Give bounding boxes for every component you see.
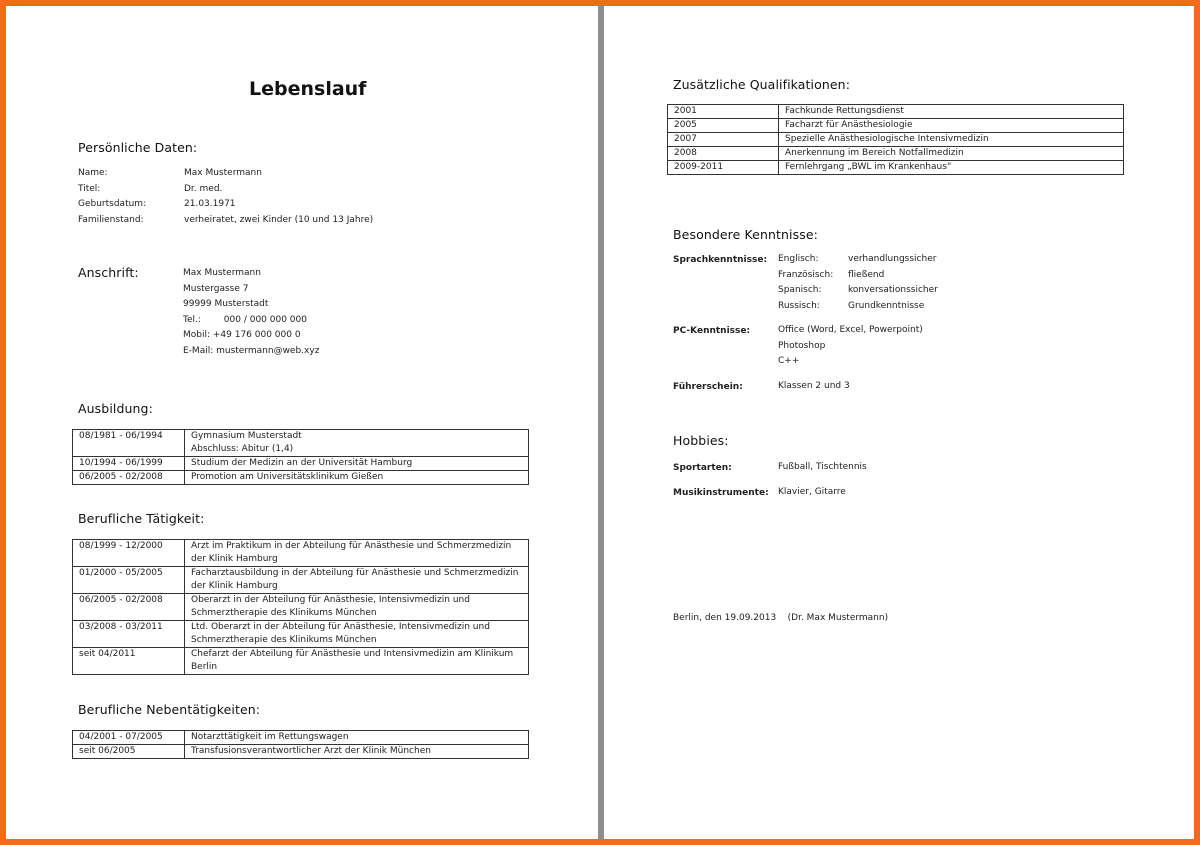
personal-value: verheiratet, zwei Kinder (10 und 13 Jahre)	[184, 214, 374, 225]
pc-skill-item: C++	[778, 356, 800, 366]
skills-heading: Besondere Kenntnisse:	[673, 227, 818, 242]
personal-value: Dr. med.	[184, 183, 223, 194]
music-label: Musikinstrumente:	[673, 488, 769, 498]
personal-row-name	[78, 166, 373, 182]
sports-label: Sportarten:	[673, 463, 732, 473]
personal-label: Name:	[78, 168, 108, 178]
address-block	[183, 266, 319, 359]
description-cell: Arzt im Praktikum in der Abteilung für Anästhesie und Schmerzmedizin der Klinik Hamburg	[185, 540, 529, 567]
personal-data-heading: Persönliche Daten:	[78, 140, 198, 155]
personal-label: Geburtsdatum:	[78, 199, 147, 209]
description-cell: Fachkunde Rettungsdienst	[779, 105, 1124, 119]
table-row	[73, 594, 529, 621]
language-name: Englisch:	[778, 254, 819, 264]
cv-page-left	[6, 6, 598, 839]
work-heading: Berufliche Tätigkeit:	[78, 511, 205, 526]
period-cell: seit 06/2005	[73, 745, 185, 759]
language-row	[778, 268, 938, 284]
personal-label: Titel:	[78, 183, 101, 194]
personal-value: 21.03.1971	[184, 199, 236, 209]
personal-value: Max Mustermann	[184, 168, 262, 178]
year-cell: 2008	[668, 147, 779, 161]
language-name: Spanisch:	[778, 285, 822, 295]
description-cell: Ltd. Oberarzt in der Abteilung für Anästhesie, Intensivmedizin und Schmerztherapie des Klinikums München	[185, 621, 529, 648]
address-line: 99999 Musterstadt	[183, 299, 269, 309]
license-value: Klassen 2 und 3	[778, 381, 850, 391]
personal-row-birthdate	[78, 197, 373, 213]
language-name: Französisch:	[778, 269, 834, 280]
table-row	[73, 621, 529, 648]
description-cell	[185, 430, 529, 457]
hobbies-heading: Hobbies:	[673, 433, 729, 448]
period-cell: 06/2005 - 02/2008	[73, 594, 185, 621]
language-row	[778, 252, 938, 268]
year-cell: 2005	[668, 119, 779, 133]
period-cell: 04/2001 - 07/2005	[73, 731, 185, 745]
table-row	[668, 105, 1124, 119]
qualifications-heading: Zusätzliche Qualifikationen:	[673, 77, 851, 92]
period-cell: 08/1981 - 06/1994	[73, 430, 185, 457]
table-row	[668, 147, 1124, 161]
table-row	[73, 745, 529, 759]
side-activities-heading: Berufliche Nebentätigkeiten:	[78, 702, 261, 717]
address-phone: Tel.: 000 / 000 000 000	[183, 314, 307, 325]
period-cell: 03/2008 - 03/2011	[73, 621, 185, 648]
description-cell: Anerkennung im Bereich Notfallmedizin	[779, 147, 1124, 161]
language-level: Grundkenntnisse	[848, 300, 925, 311]
document-title: Lebenslauf	[249, 78, 367, 100]
description-cell: Chefarzt der Abteilung für Anästhesie und Intensivmedizin am Klinikum Berlin	[185, 648, 529, 675]
table-row	[73, 540, 529, 567]
address-email: E-Mail: mustermann@web.xyz	[183, 345, 320, 356]
table-row	[73, 567, 529, 594]
description-cell: Studium der Medizin an der Universität Hamburg	[185, 457, 529, 471]
description-cell: Oberarzt in der Abteilung für Anästhesie, Intensivmedizin und Schmerztherapie des Klinikums München	[185, 594, 529, 621]
languages-list	[778, 252, 938, 314]
description-cell: Transfusionsverantwortlicher Arzt der Klinik München	[185, 745, 529, 759]
description-cell: Facharztausbildung in der Abteilung für Anästhesie und Schmerzmedizin der Klinik Hamburg	[185, 567, 529, 594]
signature-line: Berlin, den 19.09.2013 (Dr. Max Mustermann)	[673, 613, 889, 623]
description-line: Gymnasium Musterstadt	[191, 431, 302, 441]
side-activities-table	[72, 730, 529, 759]
year-cell: 2001	[668, 105, 779, 119]
period-cell: 08/1999 - 12/2000	[73, 540, 185, 567]
license-label: Führerschein:	[673, 382, 743, 392]
address-line: Mustergasse 7	[183, 283, 249, 294]
personal-row-title	[78, 182, 373, 198]
address-mobile: Mobil: +49 176 000 000 0	[183, 330, 301, 340]
sports-value: Fußball, Tischtennis	[778, 462, 867, 472]
qualifications-table	[667, 104, 1124, 175]
description-cell: Notarzttätigkeit im Rettungswagen	[185, 731, 529, 745]
personal-row-family	[78, 213, 373, 229]
language-row	[778, 283, 938, 299]
year-cell: 2009-2011	[668, 161, 779, 175]
description-cell: Facharzt für Anästhesiologie	[779, 119, 1124, 133]
languages-label: Sprachkenntnisse:	[673, 255, 768, 265]
personal-data-list	[78, 166, 373, 228]
table-row	[73, 731, 529, 745]
language-level: verhandlungssicher	[848, 254, 937, 264]
description-cell: Promotion am Universitätsklinikum Gießen	[185, 471, 529, 485]
address-line: Max Mustermann	[183, 268, 261, 278]
table-row	[73, 430, 529, 457]
table-row	[668, 133, 1124, 147]
period-cell: seit 04/2011	[73, 648, 185, 675]
language-level: fließend	[848, 269, 885, 280]
table-row	[73, 648, 529, 675]
education-heading: Ausbildung:	[78, 401, 153, 416]
education-table	[72, 429, 529, 485]
music-value: Klavier, Gitarre	[778, 487, 846, 497]
table-row	[668, 119, 1124, 133]
period-cell: 10/1994 - 06/1999	[73, 457, 185, 471]
description-cell: Fernlehrgang „BWL im Krankenhaus“	[779, 161, 1124, 175]
language-row	[778, 299, 938, 315]
work-table	[72, 539, 529, 675]
address-heading: Anschrift:	[78, 265, 139, 280]
pc-skills-list	[778, 323, 923, 370]
table-row	[73, 471, 529, 485]
pc-skills-label: PC-Kenntnisse:	[673, 326, 751, 336]
year-cell: 2007	[668, 133, 779, 147]
table-row	[73, 457, 529, 471]
pc-skill-item: Photoshop	[778, 340, 826, 351]
personal-label: Familienstand:	[78, 214, 144, 225]
period-cell: 01/2000 - 05/2005	[73, 567, 185, 594]
description-line: Abschluss: Abitur (1,4)	[191, 444, 294, 454]
cv-page-right	[604, 6, 1194, 839]
period-cell: 06/2005 - 02/2008	[73, 471, 185, 485]
language-name: Russisch:	[778, 300, 820, 311]
pc-skill-item: Office (Word, Excel, Powerpoint)	[778, 325, 923, 335]
description-cell: Spezielle Anästhesiologische Intensivmedizin	[779, 133, 1124, 147]
table-row	[668, 161, 1124, 175]
language-level: konversationssicher	[848, 285, 938, 295]
